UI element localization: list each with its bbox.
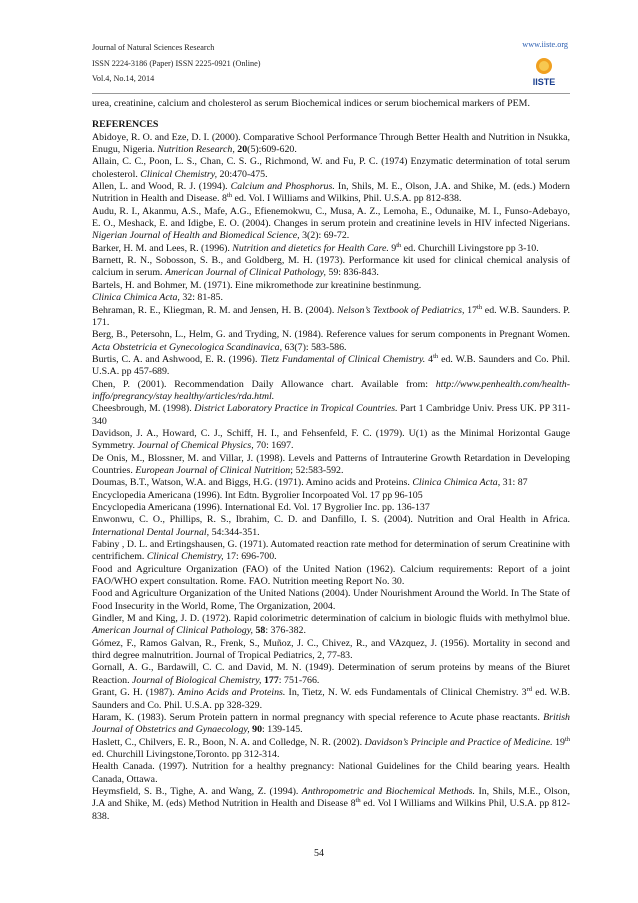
reference-text: 90	[252, 724, 263, 736]
reference-text: 31: 87	[500, 477, 528, 489]
reference-text: 20	[237, 144, 248, 156]
reference-entry	[92, 255, 570, 280]
reference-text: Allen, L. and Wood, R. J. (1994).	[92, 181, 231, 193]
reference-text: ed. Vol I Williams and Wilkins Phil, U.S.A. pp 812-838.	[92, 798, 570, 822]
reference-text: Nutrition Research,	[157, 144, 235, 156]
page-content	[92, 98, 570, 823]
journal-name: Journal of Natural Sciences Research	[92, 43, 215, 52]
reference-entry	[92, 156, 570, 181]
reference-entry	[92, 305, 570, 330]
reference-text: Food and Agriculture Organization of the United Nations (2004). Under Nourishment Around the World. In The State of Food Insecurity in the World, Rome, The Organization, 2004.	[92, 588, 570, 612]
reference-list	[92, 132, 570, 823]
reference-text: 63(7): 583-586.	[282, 341, 347, 353]
reference-entry	[92, 786, 570, 823]
reference-text: Bartels, H. and Bohmer, M. (1971). Eine mikromethode zur kreatinine bestinmung.	[92, 279, 422, 291]
reference-text: Food and Agriculture Organization (FAO) of the United Nation (1962). Calcium requirements: Report of a joint FAO/WHO expert consultation. Rome. FAO. Nutrition meeting Report No. 30.	[92, 563, 570, 588]
reference-text: In, Tietz, N. W. eds Fundamentals of Clinical Chemistry. 3	[285, 687, 527, 699]
reference-text: ed. W.B. Saunders and Co. Phil. U.S.A. pp 457-689.	[92, 353, 570, 378]
logo-text: IISTE	[532, 77, 556, 87]
reference-text: Calcium and Phosphorus.	[230, 181, 335, 193]
reference-text: Journal of Biological Chemistry,	[132, 674, 262, 686]
reference-text: Allain, C. C., Poon, L. S., Chan, C. S. G., Richmond, W. and Fu, P. C. (1974) Enzymatic determination of total serum cholesterol.	[92, 156, 570, 180]
reference-entry	[92, 613, 570, 638]
reference-text: Berg, B., Petersohn, L., Helm, G. and Tryding, N. (1984). Reference values for serum components in Pregnant Women.	[92, 329, 570, 341]
reference-text: Grant, G. H. (1987).	[92, 687, 178, 699]
issn-line: ISSN 2224-3186 (Paper) ISSN 2225-0921 (Online)	[92, 58, 261, 68]
header-divider	[92, 93, 570, 94]
reference-text: Gómez, F., Ramos Galvan, R., Frenk, S., Muñoz, J. C., Chivez, R., and VAzquez, J. (1956). Mortality in second and third degree malnutrition. Journal of Tropical Pediatrics, 2, 77-83.	[92, 637, 570, 662]
reference-text: 58	[255, 625, 266, 637]
reference-text: Abidoye, R. O. and Eze, D. I. (2000). Comparative School Performance Through Better Health and Nutrition in Nsukka, Enugu, Nigeria.	[92, 131, 570, 156]
reference-entry	[92, 379, 570, 404]
reference-text: 19	[552, 736, 565, 748]
reference-text: Encyclopedia Americana (1996). International Ed. Vol. 17 Bygrolier Inc. pp. 136-137	[92, 502, 430, 513]
reference-text: In, Shils, M.E., Olson, J.A and Shike, M. (eds) Method Nutrition in Health and Disease 8	[92, 785, 571, 810]
reference-text: Acta Obstetricia et Gynecologica Scandinavica,	[92, 341, 283, 353]
reference-text: : 751-766.	[278, 674, 320, 686]
reference-text: American Journal of Clinical Pathology,	[164, 267, 326, 279]
volume-line: Vol.4, No.14, 2014	[92, 74, 155, 83]
reference-text: Fabiny , D. L. and Ertingshausen, G. (1971). Automated reaction rate method for determination of serum Creatinine with centrifichem.	[92, 539, 570, 563]
reference-text: (5):609-620.	[247, 144, 297, 156]
reference-entry	[92, 329, 570, 354]
reference-text: ed. Vol. I Williams and Wilkins, Phil. U.S.A. pp 812-838.	[232, 193, 462, 205]
reference-text: Health Canada. (1997). Nutrition for a healthy pregnancy: National Guidelines for the Child bearing years. Health Canada, Ottawa.	[92, 761, 570, 785]
reference-text: 177	[263, 674, 279, 686]
reference-text: British Journal of Obstetrics and Gynaecology,	[92, 711, 570, 736]
reference-text: Nelson’s Textbook of Pediatrics,	[337, 304, 465, 316]
reference-entry	[92, 761, 570, 786]
reference-text: District Laboratory Practice in Tropical Countries.	[194, 403, 398, 415]
references-heading: REFERENCES	[92, 119, 159, 131]
reference-text: Nutrition and dietetics for Health Care.	[232, 242, 389, 254]
running-header	[92, 40, 552, 87]
reference-text: Encyclopedia Americana (1996). Int Edtn. Bygrolier Incorpoated Vol. 17 pp 96-105	[92, 489, 423, 501]
reference-text: Barker, H. M. and Lees, R. (1996).	[92, 242, 233, 254]
reference-text: Davidson’s Principle and Practice of Medicine.	[364, 736, 553, 748]
reference-text: Haslett, C., Chilvers, E. R., Boon, N. A. and Colledge, N. R. (2002).	[92, 736, 365, 748]
reference-text: : 139-145.	[262, 724, 303, 736]
reference-text: 3(2): 69-72.	[299, 230, 350, 242]
reference-text: Amino Acids and Proteins.	[177, 687, 286, 699]
reference-text: Haram, K. (1983). Serum Protein pattern in normal pregnancy with special reference to Acute phase reactants.	[92, 711, 544, 723]
reference-entry	[92, 539, 570, 564]
reference-text: ed. W.B. Saunders and Co. Phil. U.S.A. pp 328-329.	[92, 687, 570, 711]
reference-text: 70: 1697.	[253, 440, 294, 452]
reference-text: 17	[464, 304, 478, 316]
reference-text: 20:470-475.	[217, 168, 268, 180]
reference-text: Davidson, J. A., Howard, C. J., Schiff, H. I., and Fehsenfeld, F. C. (1979). U(1) as the Minimal Horizontal Gauge Symmetry.	[92, 427, 570, 452]
reference-entry	[92, 687, 570, 712]
reference-entry	[92, 428, 570, 453]
reference-text: : 376-382.	[265, 625, 306, 637]
reference-entry	[92, 181, 570, 206]
reference-text: European Journal of Clinical Nutrition	[135, 464, 291, 476]
page-number: 54	[314, 848, 324, 859]
reference-entry	[92, 737, 570, 762]
reference-entry	[92, 453, 570, 478]
reference-text: ed. Churchill Livingstore pp 3-10.	[401, 242, 539, 254]
reference-text: De Onis, M., Blossner, M. and Villar, J. (1998). Levels and Patterns of Intrauterine Growth Retardation in Developing Countries.	[92, 452, 570, 476]
reference-entry	[92, 490, 570, 502]
reference-text: Audu, R. I., Akanmu, A.S., Mafe, A.G., Efienemokwu, C., Musa, A. Z., Lemoha, E., Odunaike, M. I., Funso-Adebayo, E. O., Meshack, E. and Idigbe, E. O. (2004). Changes in serum protein and creatinine levels in HIV infected Nigerians.	[92, 205, 570, 230]
reference-text: Part 1 Cambridge Univ. Press UK. PP 311-340	[92, 403, 571, 427]
reference-text: Heymsfield, S. B., Tighe, A. and Wang, Z. (1994).	[92, 785, 302, 797]
reference-text: Burtis, C. A. and Ashwood, E. R. (1996).	[92, 353, 261, 365]
reference-entry	[92, 292, 570, 304]
reference-text: Barnett, R. N., Sobosson, S. B., and Goldberg, M. H. (1973). Performance kit used for clinical chemical analysis of calcium in serum.	[92, 255, 570, 279]
reference-text: th	[226, 192, 232, 200]
reference-text: th	[564, 735, 571, 743]
reference-text: ed. Churchill Livingstone,Toronto. pp 312-314.	[92, 748, 280, 760]
reference-text: Clinica Chimica Acta,	[412, 477, 501, 489]
reference-text: Tietz Fundamental of Clinical Chemistry.	[260, 353, 426, 365]
reference-text: Journal of Chemical Physics,	[137, 440, 254, 452]
reference-text: th	[433, 352, 439, 360]
reference-text: Anthropometric and Biochemical Methods.	[301, 785, 475, 797]
reference-text: ed. W.B. Saunders. P. 171.	[92, 304, 571, 328]
reference-text: Gindler, M and King, J. D. (1972). Rapid colorimetric determination of calcium in biologic fluids with methylmol blue.	[92, 613, 570, 625]
reference-entry	[92, 206, 570, 243]
reference-text: 32: 81-85.	[179, 292, 223, 304]
reference-text: 59: 836-843.	[325, 267, 379, 279]
reference-text: International Dental Journal,	[92, 526, 210, 538]
reference-text: Nigerian Journal of Health and Biomedical Science,	[92, 230, 300, 242]
reference-text: th	[396, 241, 402, 249]
reference-text: In, Shils, M. E., Olson, J.A. and Shike, M. (eds.) Modern Nutrition in Health and Disease. 8	[92, 181, 570, 205]
reference-text: Clinica Chimica Acta,	[92, 292, 180, 304]
reference-text: Gornall, A. G., Bardawill, C. C. and David, M. N. (1949). Determination of serum proteins by means of the Biuret Reaction.	[92, 662, 570, 686]
reference-entry	[92, 638, 570, 663]
reference-text: rd	[526, 686, 533, 694]
reference-entry	[92, 564, 570, 589]
reference-text: 54:344-351.	[209, 526, 260, 538]
reference-text: Clinical Chemistry,	[146, 551, 224, 563]
reference-entry	[92, 243, 570, 255]
reference-text: ; 52:583-592.	[290, 464, 344, 476]
reference-entry	[92, 712, 570, 737]
reference-text: Enwonwu, C. O., Phillips, R. S., Ibrahim, C. D. and Danfillo, I. S. (2004). Nutrition and Oral Health in Africa.	[92, 514, 570, 526]
reference-text: Clinical Chemistry,	[140, 168, 218, 180]
intro-paragraph: urea, creatinine, calcium and cholesterol as serum Biochemical indices or serum biochemical markers of PEM.	[92, 98, 530, 109]
reference-entry	[92, 514, 570, 539]
reference-entry	[92, 477, 570, 489]
reference-entry	[92, 403, 570, 428]
reference-text: Chen, P. (2001). Recommendation Daily Allowance chart. Available from:	[92, 378, 436, 390]
reference-text: 4	[425, 353, 434, 365]
reference-text: 17: 696-700.	[223, 551, 277, 563]
reference-entry	[92, 132, 570, 157]
reference-entry	[92, 662, 570, 687]
reference-entry	[92, 280, 570, 292]
journal-url-link[interactable]: www.iiste.org	[522, 40, 568, 49]
reference-entry	[92, 588, 570, 613]
reference-text: Behraman, R. E., Kliegman, R. M. and Jensen, H. B. (2004).	[92, 304, 338, 316]
reference-text: Cheesbrough, M. (1998).	[92, 403, 195, 415]
iiste-logo	[520, 57, 568, 87]
reference-text: Doumas, B.T., Watson, W.A. and Biggs, H.G. (1971). Amino acids and Proteins.	[92, 477, 413, 489]
reference-entry	[92, 354, 570, 379]
reference-text: th	[477, 303, 483, 311]
reference-entry	[92, 502, 570, 514]
reference-text: th	[355, 797, 361, 805]
reference-text: American Journal of Clinical Pathology,	[92, 625, 253, 637]
reference-text: 9	[388, 242, 397, 254]
reference-text: http://www.penhealth.com/health-inffo/pregrancy/stay healthy/articles/rda.html.	[92, 378, 570, 402]
